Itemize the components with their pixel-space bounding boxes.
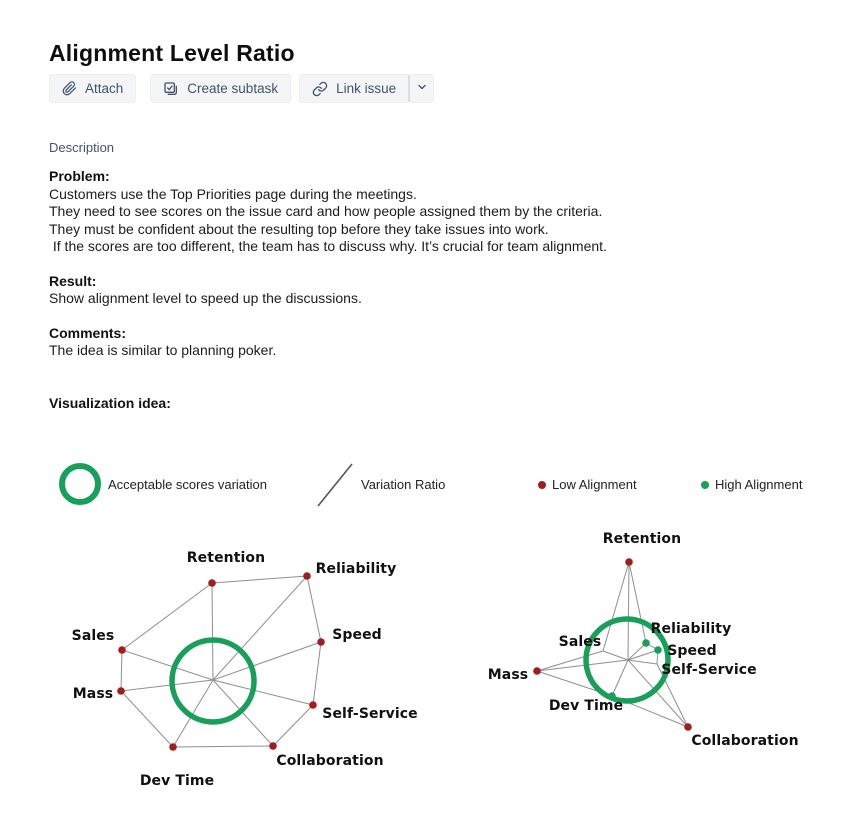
axis-label-collaboration: Collaboration	[276, 753, 384, 769]
legend-high-alignment-label: High Alignment	[715, 477, 803, 492]
description-line: Customers use the Top Priorities page during the meetings.	[49, 185, 417, 202]
visualization-heading: Visualization idea:	[49, 394, 171, 411]
description-line: They must be confident about the resulting top before they take issues into work.	[49, 220, 549, 237]
link-issue-button-label: Link issue	[336, 81, 397, 96]
page-title[interactable]: Alignment Level Ratio	[49, 40, 295, 66]
attach-button-label: Attach	[85, 81, 124, 96]
axis-label-dev-time: Dev Time	[139, 773, 215, 789]
axis-label-sales: Sales	[71, 628, 115, 644]
axis-label-retention: Retention	[602, 531, 682, 547]
create-subtask-button-label: Create subtask	[187, 81, 279, 96]
result-heading: Result:	[49, 272, 97, 289]
comments-heading: Comments:	[49, 324, 127, 341]
axis-label-mass: Mass	[487, 667, 529, 683]
description-field-label: Description	[49, 140, 115, 155]
axis-label-mass: Mass	[72, 686, 114, 702]
axis-label-reliability: Reliability	[315, 561, 397, 577]
axis-label-collaboration: Collaboration	[691, 733, 799, 749]
legend-acceptable-variation-label: Acceptable scores variation	[108, 477, 267, 492]
legend-low-alignment-label: Low Alignment	[552, 477, 637, 492]
axis-label-retention: Retention	[186, 550, 266, 566]
description-line: If the scores are too different, the team has to discuss why. It’s crucial for team alignment.	[49, 238, 607, 254]
description-line: Show alignment level to speed up the discussions.	[49, 290, 362, 306]
axis-label-self-service: Self-Service	[661, 662, 757, 678]
legend-variation-ratio-label: Variation Ratio	[361, 477, 446, 492]
description-line: They need to see scores on the issue card and how people assigned them by the criteria.	[49, 203, 603, 219]
description-line: The idea is similar to planning poker.	[49, 342, 277, 358]
axis-label-self-service: Self-Service	[322, 706, 418, 722]
axis-label-dev-time: Dev Time	[548, 698, 624, 714]
axis-label-speed: Speed	[332, 627, 382, 643]
problem-heading: Problem:	[49, 168, 110, 184]
axis-label-speed: Speed	[667, 643, 717, 659]
axis-label-reliability: Reliability	[650, 621, 732, 637]
axis-label-sales: Sales	[558, 634, 602, 650]
